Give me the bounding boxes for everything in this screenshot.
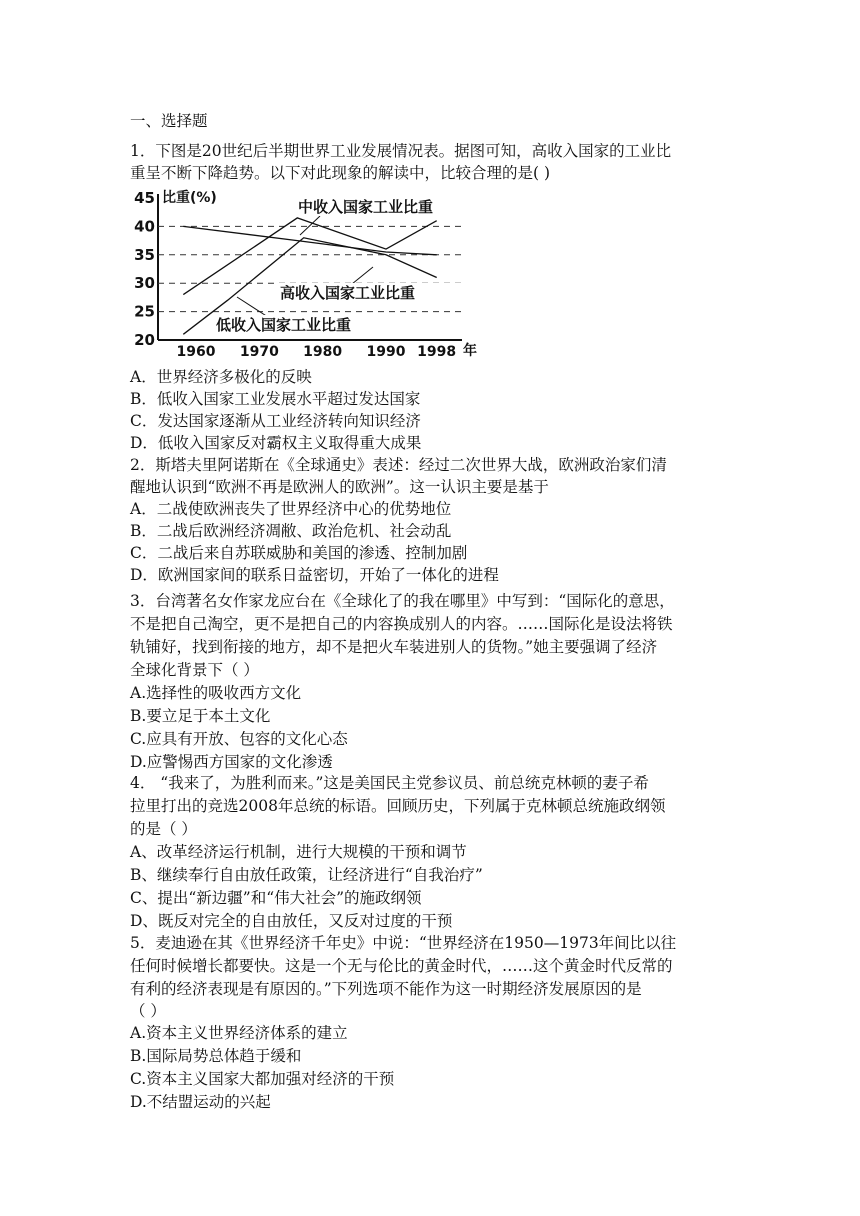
q4-stem-line-1: 4． “我来了，为胜利而来。”这是美国民主党参议员、前总统克林顿的妻子希: [130, 774, 649, 792]
x-tick-label: 1960: [176, 344, 216, 360]
q3-option-b: B.要立足于本土文化: [130, 707, 271, 725]
q2-option-a: A．二战使欧洲丧失了世界经济中心的优势地位: [130, 500, 452, 518]
y-tick-label: 40: [134, 217, 155, 236]
x-tick-label: 1980: [303, 344, 343, 360]
q1-stem-line-1: 1．下图是20世纪后半期世界工业发展情况表。据图可知，高收入国家的工业比: [130, 142, 672, 160]
y-tick-label: 25: [134, 302, 155, 321]
q3-stem-line-4: 全球化背景下（ ）: [130, 661, 259, 679]
q4-stem-line-3: 的是（ ）: [130, 820, 197, 838]
y-tick-label: 35: [134, 245, 155, 264]
industry-share-chart: [130, 183, 490, 361]
y-tick-label: 45: [134, 189, 155, 207]
series-label-low-income: 低收入国家工业比重: [216, 316, 352, 334]
q2-option-d: D．欧洲国家间的联系日益密切，开始了一体化的进程: [130, 566, 499, 584]
q2-option-b: B．二战后欧洲经济凋敝、政治危机、社会动乱: [130, 522, 452, 540]
q3-stem-line-1: 3．台湾著名女作家龙应台在《全球化了的我在哪里》中写到：“国际化的意思，: [130, 592, 675, 610]
q4-stem-line-2: 拉里打出的竞选2008年总统的标语。回顾历史，下列属于克林顿总统施政纲领: [130, 797, 666, 815]
series-label-middle-income: 中收入国家工业比重: [298, 198, 434, 216]
series-line-high-income: [183, 226, 436, 254]
q4-option-c: C、提出“新边疆”和“伟大社会”的施政纲领: [130, 889, 422, 907]
series-label-high-income: 高收入国家工业比重: [280, 284, 416, 302]
leader-line-low-income: [237, 297, 268, 317]
section-title: 一、选择题: [130, 112, 208, 130]
q5-stem-line-4: （ ）: [130, 1002, 166, 1020]
q3-stem-line-3: 轨铺好，找到衔接的地方，却不是把火车装进别人的货物。”她主要强调了经济: [130, 638, 658, 656]
q3-option-d: D.应警惕西方国家的文化渗透: [130, 753, 333, 771]
y-tick-label: 30: [134, 274, 155, 293]
y-tick-label: 20: [134, 331, 155, 349]
q3-option-a: A.选择性的吸收西方文化: [130, 684, 302, 702]
q3-stem-line-2: 不是把自己淘空，更不是把自己的内容换成别人的内容。……国际化是设法将铁: [130, 615, 673, 633]
x-axis-title: 年: [463, 343, 477, 359]
q1-option-b: B．低收入国家工业发展水平超过发达国家: [130, 390, 421, 408]
q4-option-b: B、继续奉行自由放任政策，让经济进行“自我治疗”: [130, 866, 483, 884]
q1-option-a: A．世界经济多极化的反映: [130, 368, 312, 386]
q5-stem-line-2: 任何时候增长都要快。这是一个无与伦比的黄金时代，……这个黄金时代反常的: [130, 957, 673, 975]
q1-stem-line-2: 重呈不断下降趋势。以下对此现象的解读中，比较合理的是( ): [130, 164, 551, 182]
q2-stem-line-1: 2．斯塔夫里阿诺斯在《全球通史》表述：经过二次世界大战，欧洲政治家们清: [130, 456, 667, 474]
x-tick-label: 1990: [366, 344, 406, 360]
q3-option-c: C.应具有开放、包容的文化心态: [130, 730, 348, 748]
q4-option-d: D、既反对完全的自由放任，又反对过度的干预: [130, 912, 453, 930]
q5-option-c: C.资本主义国家大都加强对经济的干预: [130, 1070, 395, 1088]
x-tick-label: 1998: [417, 344, 457, 360]
q2-option-c: C．二战后来自苏联威胁和美国的渗透、控制加剧: [130, 544, 468, 562]
x-tick-label: 1970: [239, 344, 279, 360]
q5-stem-line-1: 5．麦迪逊在其《世界经济千年史》中说：“世界经济在1950—1973年间比以往: [130, 934, 677, 952]
q5-option-d: D.不结盟运动的兴起: [130, 1093, 271, 1111]
q5-option-a: A.资本主义世界经济体系的建立: [130, 1024, 348, 1042]
leader-line-high-income: [352, 267, 373, 284]
q5-stem-line-3: 有利的经济表现是有原因的。”下列选项不能作为这一时期经济发展原因的是: [130, 980, 642, 998]
q2-stem-line-2: 醒地认识到“欧洲不再是欧洲人的欧洲”。这一认识主要是基于: [130, 478, 549, 496]
q1-option-d: D．低收入国家反对霸权主义取得重大成果: [130, 434, 422, 452]
q5-option-b: B.国际局势总体趋于缓和: [130, 1047, 302, 1065]
q1-option-c: C．发达国家逐渐从工业经济转向知识经济: [130, 412, 421, 430]
q4-option-a: A、改革经济运行机制，进行大规模的干预和调节: [130, 843, 467, 861]
y-axis-title: 比重(%): [162, 190, 217, 206]
